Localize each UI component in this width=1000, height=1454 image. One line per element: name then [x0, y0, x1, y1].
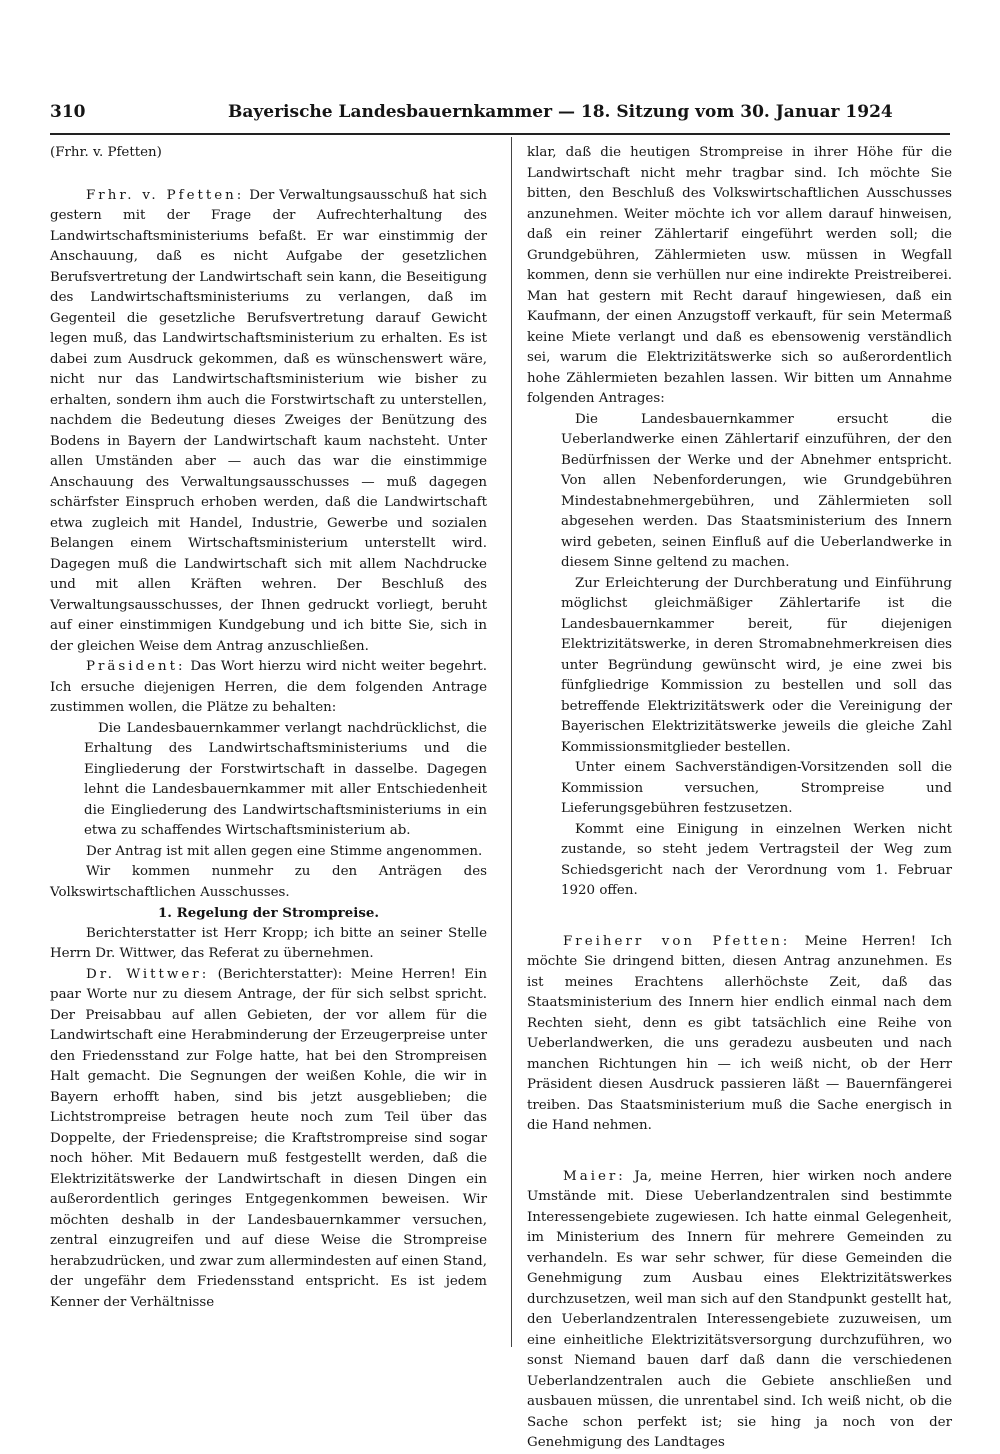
right-column [527, 143, 952, 1454]
motion-text: Kommt eine Einigung in einzelnen Werken nicht zustande, so steht jedem Vertragsteil der Weg zum Schiedsgericht nach der Verordnung vom 1. Februar 1920 offen. [561, 821, 952, 898]
speech-text: Der Verwaltungsausschuß hat sich gestern mit der Frage der Aufrechterhaltung des Landwirtschaftsministeriums befaßt. Er war einstimmig der Anschauung, daß es nicht Aufgabe der gesetzlichen Berufsvertretung der Landwirtschaft sein kann, die Beseitigung des Landwirtschaftsministeriums zu verlangen, daß im Gegenteil die gesetzliche Berufsvertretung darauf Gewicht legen muß, das Landwirtschaftsministerium zu erhalten. Es ist dabei zum Ausdruck gekommen, daß es wünschenswert wäre, nicht nur das Landwirtschaftsministerium wie bisher zu erhalten, sondern ihm auch die Forstwirtschaft zu unterstellen, nachdem die Bedeutung dieses Zweiges der Benützung des Bodens in Bayern der Landwirtschaft kaum nachsteht. Unter allen Umständen aber — auch das war die einstimmige Anschauung des Verwaltungsausschusses — muß dagegen schärfster Einspruch erhoben werden, daß die Landwirtschaft etwa zugleich mit Handel, Industrie, Gewerbe und sozialen Belangen einem Wirtschaftsministerium unterstellt wird. Dagegen muß die Landwirtschaft sich mit allem Nachdrucke und mit allen Kräften wehren. Der Beschluß des Verwaltungsausschusses, der Ihnen gedruckt vorliegt, beruht auf einer einstimmigen Kundgebung und ich bitte Sie, sich in der gleichen Weise dem Antrag anzuschließen. [50, 187, 488, 654]
paragraph: klar, daß die heutigen Strompreise in ihrer Höhe für die Landwirtschaft nicht mehr tragbar sind. Ich möchte Sie bitten, den Beschluß des Volkswirtschaftlichen Ausschusses anzunehmen. Weiter möchte ich vor allem darauf hinweisen, daß ein reiner Zählertarif eingeführt werden soll; die Grundgebühren, Zählermieten usw. müssen in Wegfall kommen, denn sie verhüllen nur eine indirekte Preistreiberei. Man hat gestern mit Recht darauf hingewiesen, daß ein Kaufmann, der einen Anzugstoff verkauft, für sein Metermaß keine Miete verlangt und daß es ebensowenig verständlich sei, warum die Elektrizitätswerke sich so außerordentlich hohe Zählermieten bezahlen lassen. Wir bitten um Annahme folgenden Antrages: [527, 145, 952, 406]
speech-text: Meine Herren! Ich möchte Sie dringend bitten, diesen Antrag anzunehmen. Es ist meines Erachtens allerhöchste Zeit, daß das Staatsministerium des Innern hier endlich einmal nach dem Rechten sieht, denn es gibt tatsächlich eine Reihe von Ueberlandwerken, die uns geradezu ausbeuten und nach manchen Richtungen hin — ich weiß nicht, ob der Herr Präsident diesen Ausdruck passieren läßt — Bauernfängerei treiben. Das Staatsministerium muß die Sache energisch in die Hand nehmen. [527, 933, 953, 1133]
speaker-name: Frhr. v. Pfetten: [86, 187, 245, 203]
speech-text: Das Wort hierzu wird nicht weiter begehrt. Ich ersuche diejenigen Herren, die dem folgenden Antrage zustimmen wollen, die Plätze zu behalten: [50, 659, 487, 715]
section-heading: 1. Regelung der Strompreise. [157, 905, 380, 921]
motion-text: Die Landesbauernkammer verlangt nachdrücklichst, die Erhaltung des Landwirtschaftsministeriums und die Eingliederung der Forstwirtschaft in dasselbe. Dagegen lehnt die Landesbauernkammer mit aller Entschiedenheit die Eingliederung des Landwirtschaftsministeriums in ein etwa zu schaffendes Wirtschaftsministerium ab. [84, 720, 487, 838]
paragraph: Berichterstatter ist Herr Kropp; ich bitte an seiner Stelle Herrn Dr. Wittwer, das Referat zu übernehmen. [50, 925, 487, 961]
paragraph [50, 965, 487, 1314]
speech-text: (Berichterstatter): Meine Herren! Ein paar Worte nur zu diesem Antrage, der für sich selbst spricht. Der Preisabbau auf allen Gebieten, der vor allem für die Landwirtschaft eine Herabminderung der Erzeugerpreise unter den Friedensstand zur Folge hatte, hat bei den Strompreisen Halt gemacht. Die Segnungen der weißen Kohle, die wir in Bayern erhofft haben, sind bis jetzt ausgeblieben; die Lichtstrompreise betragen heute noch zum Teil über das Doppelte, der Friedenspreise; die Kraftstrompreise sind sogar noch höher. Mit Bedauern muß festgestellt werden, daß die Elektrizitätswerke der Landwirtschaft in diesen Dingen ein außerordentlich geringes Entgegenkommen beweisen. Wir möchten deshalb in der Landesbauernkammer versuchen, zentral einzugreifen und auf diese Weise die Strompreise herabzudrücken, und zwar zum allermindesten auf einen Stand, der ungefähr dem Friedensstand entspricht. Es ist jedem Kenner der Verhältnisse [50, 966, 487, 1310]
page-number: 310 [50, 102, 86, 122]
column-divider [511, 137, 512, 1347]
paragraph [527, 932, 952, 1137]
speech-text: Ja, meine Herren, hier wirken noch andere Umstände mit. Diese Ueberlandzentralen sind bestimmte Interessengebiete zugewiesen. Ich hatte einmal Gelegenheit, im Ministerium des Innern für mehrere Gemeinden zu verhandeln. Es war sehr schwer, für diese Gemeinden die Genehmigung zum Ausbau eines Elektrizitätswerkes durchzusetzen, weil man sich auf den Standpunkt gestellt hat, den Ueberlandzentralen Interessengebiete zuzuweisen, um eine einheitliche Elektrizitätsversorgung durchzuführen, wo sonst Niemand bauen darf daß dann die verschiedenen Ueberlandzentralen auch die Gebiete anschließen und ausbauen müssen, die unrentabel sind. Ich weiß nicht, ob die Sache schon perfekt ist; sie hing ja noch von der Genehmigung des Landtages [527, 1168, 952, 1450]
paragraph: Wir kommen nunmehr zu den Anträgen des Volkswirtschaftlichen Ausschusses. [50, 864, 487, 900]
page-header [50, 102, 950, 128]
paragraph [50, 186, 487, 658]
speaker-name: Freiherr von Pfetten: [563, 933, 791, 949]
motion-text: Unter einem Sachverständigen-Vorsitzenden soll die Kommission versuchen, Strompreise und Lieferungsgebühren festzusetzen. [561, 760, 952, 816]
speaker-name: Dr. Wittwer: [86, 966, 210, 982]
header-rule [50, 133, 950, 135]
motion-text: Zur Erleichterung der Durchberatung und Einführung möglichst gleichmäßiger Zählertarife ist die Landesbauernkammer bereit, für diejenigen Elektrizitätswerke, in deren Stromabnehmerkreisen dies unter Begründung gewünscht wird, je eine zwei bis fünfgliedrige Kommission zu bestellen und soll das betreffende Elektrizitätswerk oder die Vereinigung der Bayerischen Elektrizitätswerke jeweils die gleiche Zahl Kommissionsmitglieder bestellen. [561, 575, 952, 755]
motion-text: Die Landesbauernkammer ersucht die Ueberlandwerke einen Zählertarif einzuführen, der den Bedürfnissen der Werke und der Abnehmer entspricht. Von allen Nebenforderungen, wie Grundgebühren Mindestabnehmergebühren, und Zählermieten soll abgesehen werden. Das Staatsministerium des Innern wird gebeten, seinen Einfluß auf die Ueberlandwerke in diesem Sinne geltend zu machen. [561, 411, 952, 570]
speaker-name: Maier: [563, 1168, 626, 1184]
speaker-note: (Frhr. v. Pfetten) [50, 145, 162, 160]
paragraph [50, 657, 487, 719]
speaker-name: Präsident: [86, 659, 186, 674]
running-title: Bayerische Landesbauernkammer — 18. Sitzung vom 30. Januar 1924 [228, 102, 893, 122]
paragraph: Der Antrag ist mit allen gegen eine Stimme angenommen. [86, 843, 483, 859]
paragraph [527, 1167, 952, 1454]
left-column [50, 143, 487, 1313]
